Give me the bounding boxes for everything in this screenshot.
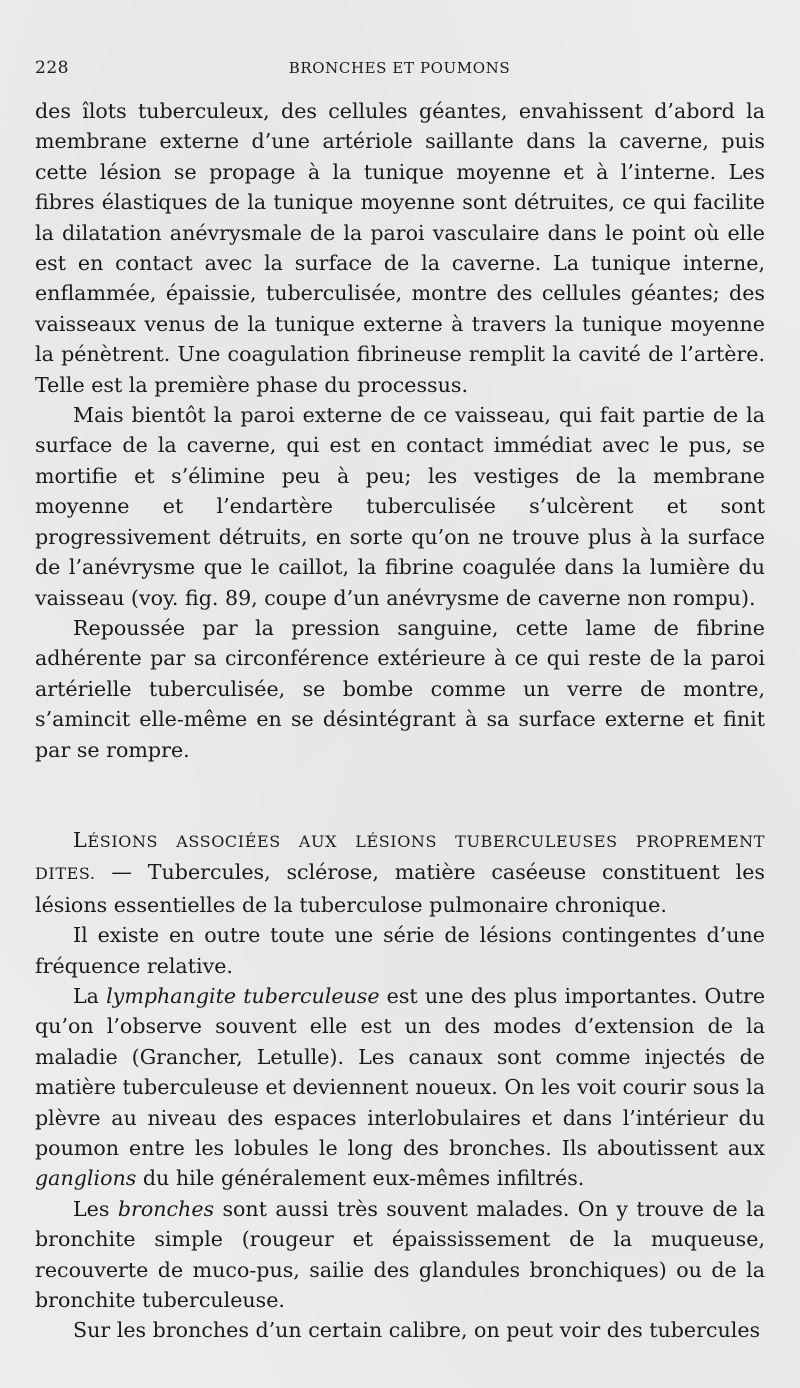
section-spacer (35, 765, 765, 825)
section-heading-initial: L (73, 827, 88, 852)
text-run: Les (73, 1196, 118, 1221)
text-run: sont aussi très souvent malades. On y trouve de la bronchite simple (rougeur et épaississement de la muqueuse, recouverte de muco-pus, sailie des glandules bronchiques) ou de la bronchite tuberculeuse. (35, 1196, 765, 1313)
section-paragraph-2: Il existe en outre toute une série de lésions contingentes d’une fréquence relative. (35, 923, 765, 978)
section-heading-continuation: — Tubercules, sclérose, matière caséeuse constituent les lésions essentielles de la tuberculose pulmonaire chronique. (35, 860, 765, 917)
text-run: La (73, 983, 107, 1008)
section-heading-smallcaps: ÉSIONS ASSOCIÉES AUX LÉSIONS TUBERCULEUSES PROPREMENT DITES. (35, 831, 765, 884)
page-header (35, 58, 764, 88)
term-lymphangite: lymphangite tuberculeuse (106, 983, 380, 1008)
paragraph-1: des îlots tuberculeux, des cellules géantes, envahissent d’abord la membrane externe d’une artériole saillante dans la caverne, puis cette lésion se propage à la tunique moyenne et à l’interne. Les fibres élastiques de la tunique moyenne sont détruites, ce qui facilite la dilatation anévrysmale de la paroi vasculaire dans le point où elle est en contact avec la surface de la caverne. La tunique interne, enflammée, épaissie, tuberculisée, montre des cellules géantes; des vaisseaux venus de la tunique externe à travers la tunique moyenne la pénètrent. Une coagulation fibrineuse remplit la cavité de l’artère. Telle est la première phase du processus. (35, 99, 765, 397)
running-head: BRONCHES ET POUMONS (288, 59, 511, 77)
term-bronches: bronches (117, 1196, 215, 1221)
page-number: 228 (35, 58, 69, 78)
paragraph-2: Mais bientôt la paroi externe de ce vaisseau, qui fait partie de la surface de la caverne, qui est en contact immédiat avec le pus, se mortifie et s’élimine peu à peu; les vestiges de la membrane moyenne et l’endartère tuberculisée s’ulcèrent et sont progressivement détruits, en sorte qu’on ne trouve plus à la surface de l’anévrysme que le caillot, la fibrine coagulée dans la lumière du vaisseau (voy. fig. 89, coupe d’un anévrysme de caverne non rompu). (35, 403, 765, 610)
section-paragraph-4 (35, 1194, 765, 1316)
text-run: est une des plus importantes. Outre qu’on l’observe souvent elle est un des modes d’extension de la maladie (Grancher, Letulle). Les canaux sont comme injectés de matière tuberculeuse et deviennent noueux. On les voit courir sous la plèvre au niveau des espaces interlobulaires et dans l’intérieur du poumon entre les lobules le long des bronches. Ils aboutissent aux (35, 983, 766, 1160)
term-ganglions: ganglions (35, 1166, 137, 1191)
body-text (35, 96, 765, 1346)
section-paragraph-1 (35, 825, 765, 920)
section-paragraph-3 (35, 981, 765, 1194)
paragraph-3: Repoussée par la pression sanguine, cette lame de fibrine adhérente par sa circonférence extérieure à ce qui reste de la paroi artérielle tuberculisée, se bombe comme un verre de montre, s’amincit elle-même en se désintégrant à sa surface externe et finit par se rompre. (35, 615, 765, 762)
text-run: du hile généralement eux-mêmes infiltrés. (136, 1166, 585, 1191)
section-paragraph-5: Sur les bronches d’un certain calibre, on peut voir des tubercules (73, 1318, 761, 1343)
